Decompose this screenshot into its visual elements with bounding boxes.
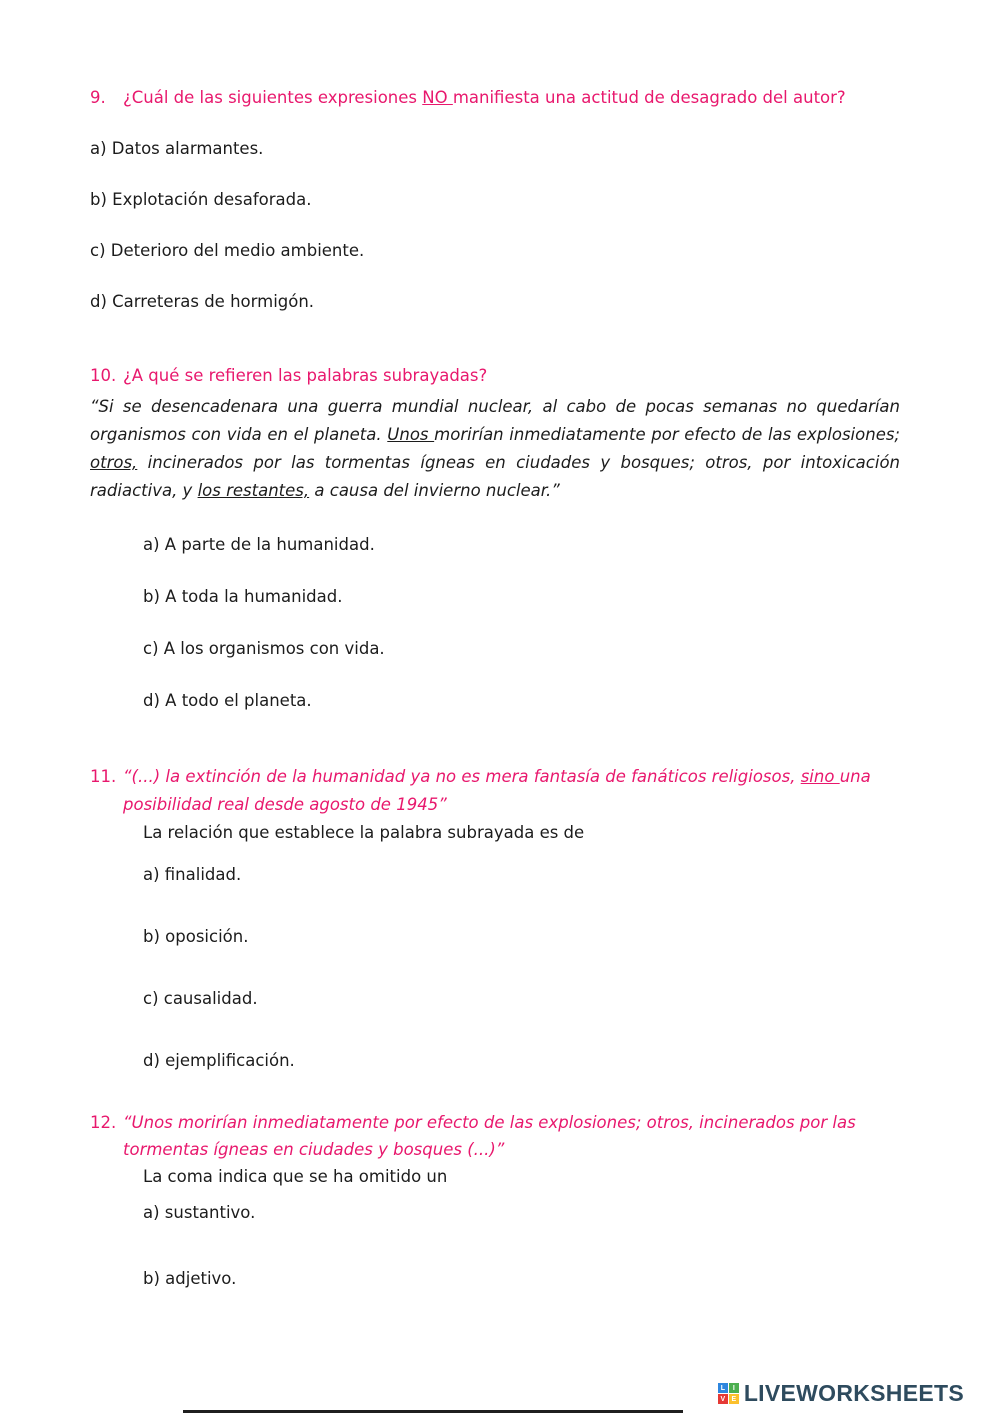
question-9-options (90, 137, 900, 314)
question-12-number: 12. (90, 1113, 117, 1132)
question-12-prompt: La coma indica que se ha omitido un (143, 1167, 448, 1186)
answer-option[interactable]: a) Datos alarmantes. (90, 139, 264, 158)
answer-option[interactable]: b) adjetivo. (143, 1269, 237, 1288)
question-11 (90, 763, 900, 1073)
liveworksheets-wordmark: LIVEWORKSHEETS (743, 1380, 964, 1406)
question-9 (90, 86, 900, 314)
question-11-options (90, 863, 900, 1073)
question-10 (90, 364, 900, 713)
question-9-text: ¿Cuál de las siguientes expresiones NO manifiesta una actitud de desagrado del autor? (123, 88, 846, 107)
logo-square-i: I (729, 1383, 739, 1393)
question-9-number: 9. (90, 88, 106, 107)
logo-square-v: V (718, 1394, 728, 1404)
question-12 (90, 1109, 900, 1291)
logo-square-e: E (729, 1394, 739, 1404)
question-12-title (90, 1109, 900, 1163)
answer-option[interactable]: a) A parte de la humanidad. (143, 535, 375, 554)
question-10-text: ¿A qué se refieren las palabras subrayadas? (123, 366, 488, 385)
question-12-options (90, 1201, 900, 1291)
answer-option[interactable]: b) oposición. (143, 927, 249, 946)
answer-option[interactable]: c) Deterioro del medio ambiente. (90, 241, 365, 260)
question-11-title (90, 763, 900, 819)
question-10-number: 10. (90, 366, 117, 385)
answer-option[interactable]: c) A los organismos con vida. (143, 639, 385, 658)
answer-option[interactable]: d) Carreteras de hormigón. (90, 292, 315, 311)
answer-option[interactable]: a) sustantivo. (143, 1203, 256, 1222)
answer-option[interactable]: b) Explotación desaforada. (90, 190, 312, 209)
question-9-title (90, 86, 900, 110)
question-12-quote: “Unos morirían inmediatamente por efecto de las explosiones; otros, incinerados por las tormentas ígneas en ciudades y bosques (...)” (123, 1113, 856, 1159)
question-10-quote: “Si se desencadenara una guerra mundial nuclear, al cabo de pocas semanas no quedarían organismos con vida en el planeta. Unos morirían inmediatamente por efecto de las explosiones; otros, incinerados por las tormentas ígneas en ciudades y bosques; otros, por intoxicación radiactiva, y los restantes, a causa del invierno nuclear.” (90, 397, 900, 500)
answer-option[interactable]: d) A todo el planeta. (143, 691, 312, 710)
logo-square-l: L (718, 1383, 728, 1393)
question-11-quote: “(...) la extinción de la humanidad ya no es mera fantasía de fanáticos religiosos, sino una posibilidad real desde agosto de 1945” (123, 767, 871, 814)
answer-option[interactable]: a) finalidad. (143, 865, 242, 884)
question-11-number: 11. (90, 767, 117, 786)
question-10-title (90, 364, 900, 388)
question-11-prompt: La relación que establece la palabra subrayada es de (143, 823, 585, 842)
answer-option[interactable]: c) causalidad. (143, 989, 258, 1008)
answer-option[interactable]: b) A toda la humanidad. (143, 587, 343, 606)
question-10-options (90, 533, 900, 713)
answer-option[interactable]: d) ejemplificación. (143, 1051, 295, 1070)
liveworksheets-grid-icon (718, 1383, 739, 1404)
liveworksheets-logo[interactable] (718, 1380, 964, 1407)
